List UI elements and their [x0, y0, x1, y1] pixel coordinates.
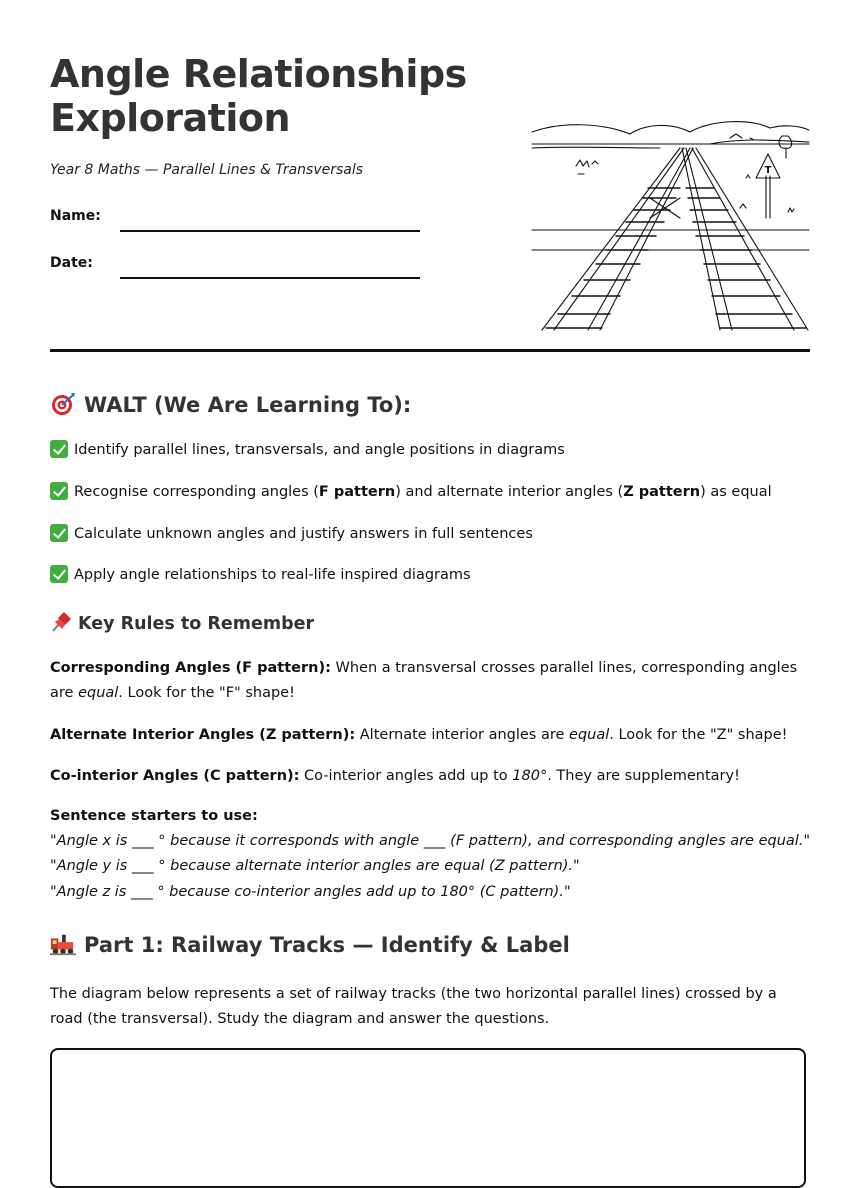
walt-item-2 [50, 482, 772, 500]
name-field[interactable] [120, 230, 420, 232]
walt-item-4 [50, 565, 471, 583]
target-emoji-icon [50, 392, 76, 416]
date-label: Date: [50, 255, 93, 271]
page-subtitle: Year 8 Maths — Parallel Lines & Transversals [50, 162, 364, 178]
walt-item-text: Recognise corresponding angles ( [74, 484, 319, 500]
rule-text: When a transversal crosses parallel lines, corresponding angles are [50, 660, 798, 701]
part1-heading-text: Part 1: Railway Tracks — Identify & Label [84, 933, 570, 957]
f-pattern-bold: F pattern [318, 484, 396, 500]
walt-heading [50, 392, 411, 417]
rule-text: Alternate interior angles are [355, 727, 570, 743]
header-divider [50, 349, 810, 352]
rule-emphasis: equal [569, 727, 610, 743]
railway-diagram-box [50, 1048, 806, 1188]
walt-item-text: Apply angle relationships to real-life inspired diagrams [74, 567, 471, 583]
key-rules-heading [50, 612, 314, 634]
name-label: Name: [50, 208, 101, 224]
sentence-starters-title: Sentence starters to use: [50, 808, 258, 824]
cointerior-rule [50, 764, 810, 789]
sign-letter: T [764, 165, 772, 176]
date-field[interactable] [120, 277, 420, 279]
rule-emphasis: equal [78, 685, 119, 701]
worksheet-header [50, 0, 810, 352]
checkmark-icon [50, 565, 68, 583]
locomotive-icon [50, 932, 76, 956]
corresponding-rule-label: Corresponding Angles (F pattern): [50, 660, 331, 676]
key-rules-heading-text: Key Rules to Remember [78, 614, 315, 634]
rule-text: . They are supplementary! [547, 768, 740, 784]
walt-item-text: Calculate unknown angles and justify answers in full sentences [74, 526, 533, 542]
pushpin-icon [50, 612, 72, 632]
worksheet-page [50, 0, 811, 1027]
alternate-rule-label: Alternate Interior Angles (Z pattern): [50, 727, 356, 743]
rule-text: Co-interior angles add up to [299, 768, 513, 784]
sentence-starter-2: "Angle y is ___ ° because alternate interior angles are equal (Z pattern)." [50, 858, 580, 874]
name-field-row [50, 208, 420, 232]
part1-description: The diagram below represents a set of railway tracks (the two horizontal parallel lines) crossed by a road (the transversal). Study the diagram and answer the questions. [50, 986, 777, 1027]
sentence-starter-3: "Angle z is ___ ° because co-interior angles add up to 180° (C pattern)." [50, 884, 571, 900]
date-field-row [50, 255, 420, 279]
walt-item-1 [50, 440, 565, 458]
z-pattern-bold: Z pattern [623, 484, 701, 500]
rule-text: . Look for the "F" shape! [118, 685, 295, 701]
checkmark-icon [50, 482, 68, 500]
sentence-starter-1: "Angle x is ___ ° because it corresponds with angle ___ (F pattern), and corresponding angles are equal." [50, 833, 811, 849]
cointerior-rule-label: Co-interior Angles (C pattern): [50, 768, 300, 784]
walt-item-text: Identify parallel lines, transversals, and angle positions in diagrams [74, 442, 565, 458]
walt-item-3 [50, 524, 533, 542]
walt-heading-text: WALT (We Are Learning To): [84, 393, 412, 417]
railway-track-illustration [530, 118, 810, 333]
checkmark-icon [50, 524, 68, 542]
rule-emphasis: 180° [512, 768, 548, 784]
walt-item-text: ) and alternate interior angles ( [395, 484, 624, 500]
alternate-rule [50, 723, 810, 748]
walt-item-text: ) as equal [700, 484, 772, 500]
rule-text: . Look for the "Z" shape! [609, 727, 788, 743]
checkmark-icon [50, 440, 68, 458]
corresponding-rule [50, 656, 810, 706]
part1-heading [50, 932, 570, 957]
page-title: Angle Relationships Exploration [50, 52, 467, 140]
